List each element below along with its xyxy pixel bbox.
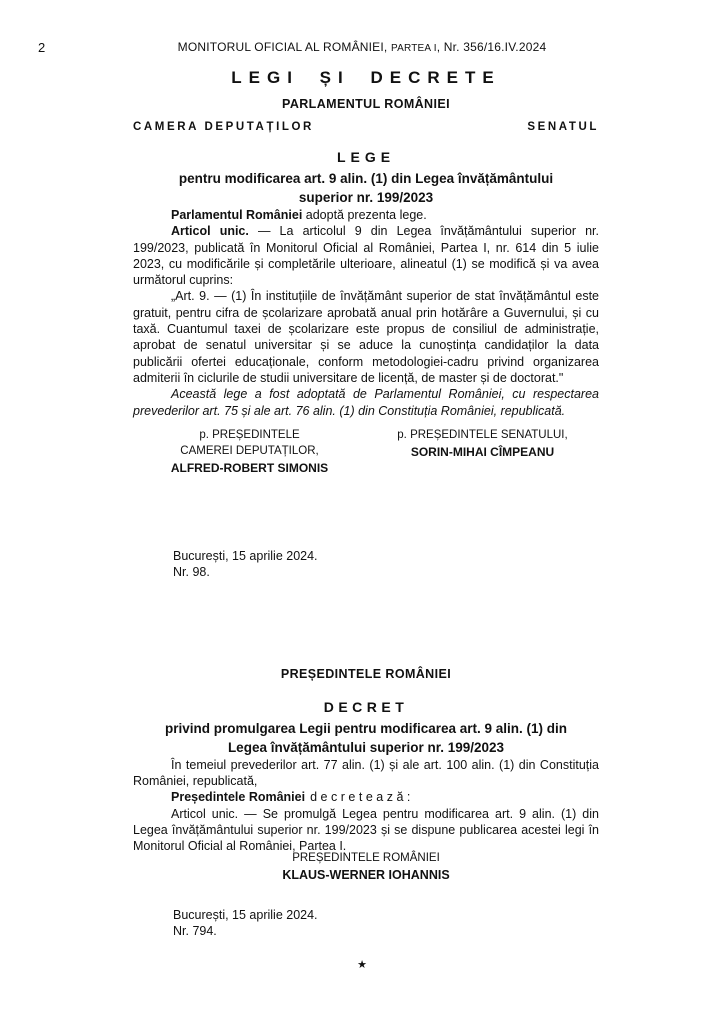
page-content (133, 67, 599, 939)
law-sole-article (133, 223, 599, 288)
signature-right-line1: p. PREȘEDINTELE SENATULUI, (397, 428, 568, 441)
running-head-publication: MONITORUL OFICIAL AL ROMÂNIEI, (177, 40, 391, 54)
section-title: LEGI ȘI DECRETE (231, 68, 501, 87)
senate-label: SENATUL (527, 121, 599, 133)
law-kind-heading: LEGE (336, 149, 396, 165)
decree-enacting-verb: decretează: (310, 790, 414, 805)
law-date-block (173, 548, 599, 580)
decree-title: privind promulgarea Legii pentru modificarea art. 9 alin. (1) din Legea învățământului superior nr. 199/2023 (164, 720, 568, 755)
signature-left-line2: CAMEREI DEPUTAȚILOR, (180, 444, 319, 457)
page-number: 2 (38, 40, 46, 55)
law-intro-line (133, 207, 599, 223)
decree-place-date: București, 15 aprilie 2024. (173, 907, 318, 922)
running-head-part: PARTEA I (391, 43, 437, 54)
chambers-row (133, 120, 599, 134)
decree-signature (133, 851, 599, 883)
decree-issuer-heading: PREȘEDINTELE ROMÂNIEI (280, 666, 452, 681)
separator-star-icon: ★ (357, 959, 367, 971)
decree-signature-name: KLAUS-WERNER IOHANNIS (282, 867, 450, 882)
law-number: Nr. 98. (173, 564, 210, 579)
decree-signature-title: PREȘEDINTELE ROMÂNIEI (292, 851, 440, 864)
decree-enacting-formula (133, 789, 599, 805)
signature-left-name: ALFRED-ROBERT SIMONIS (170, 460, 329, 475)
decree-kind-heading: DECRET (323, 698, 409, 715)
running-head-issue: , Nr. 356/16.IV.2024 (436, 40, 547, 54)
decree-sole-article: Articol unic. — Se promulgă Legea pentru modificarea art. 9 alin. (1) din Legea învățământului superior nr. 199/2023 și se dispune publicarea acestei legi în Monitorul Oficial al României, Partea I. (133, 806, 599, 854)
law-signatures (133, 427, 599, 476)
signature-chamber-deputies (133, 427, 366, 476)
law-intro-subject: Parlamentul României (171, 208, 303, 222)
law-title: pentru modificarea art. 9 alin. (1) din Legea învățământului superior nr. 199/2023 (178, 171, 554, 205)
signature-right-name: SORIN-MIHAI CÎMPEANU (410, 444, 555, 459)
law-quoted-provision: „Art. 9. — (1) În instituțiile de învățământ superior de stat învățământul este gratuit, pentru cifra de școlarizare aprobată anual prin hotărâre a Guvernului, și cu taxă. Cuantumul taxei de școlarizare este propus de consiliul de administrație, aprobat de senatul universitar și se aduce la cunoștința candidaților la data publicării ofertei educaționale, conform metodologiei-cadru privind organizarea admiterii în ciclurile de studii universitare de licență, de master și de doctorat." (133, 289, 599, 385)
law-article-label: Articol unic. (171, 224, 249, 239)
decree-preamble: În temeiul prevederilor art. 77 alin. (1) și ale art. 100 alin. (1) din Constituția României, republicată, (133, 757, 599, 789)
law-article-text: — La articolul 9 din Legea învățământului superior nr. 199/2023, publicată în Monitorul Oficial al României, Partea I, nr. 614 din 5 iulie 2023, cu modificările și completările ulterioare, alineatul (1) se modifică și va avea următorul cuprins: (133, 224, 599, 288)
signature-left-line1: p. PREȘEDINTELE (199, 428, 300, 441)
adoption-note: Această lege a fost adoptată de Parlamentul României, cu respectarea prevederilor art. 75 și ale art. 76 alin. (1) din Constituția României, republicată. (133, 387, 599, 418)
law-place-date: București, 15 aprilie 2024. (173, 548, 318, 563)
running-head (0, 0, 724, 54)
chamber-deputies-label: CAMERA DEPUTAȚILOR (133, 121, 314, 133)
decree-date-block (173, 907, 599, 939)
decree-enacting-subject: Președintele României (171, 790, 306, 805)
law-intro-rest: adoptă prezenta lege. (302, 208, 427, 222)
signature-senate (366, 427, 599, 476)
issuing-body-title: PARLAMENTUL ROMÂNIEI (282, 97, 450, 111)
decree-number: Nr. 794. (173, 923, 217, 938)
